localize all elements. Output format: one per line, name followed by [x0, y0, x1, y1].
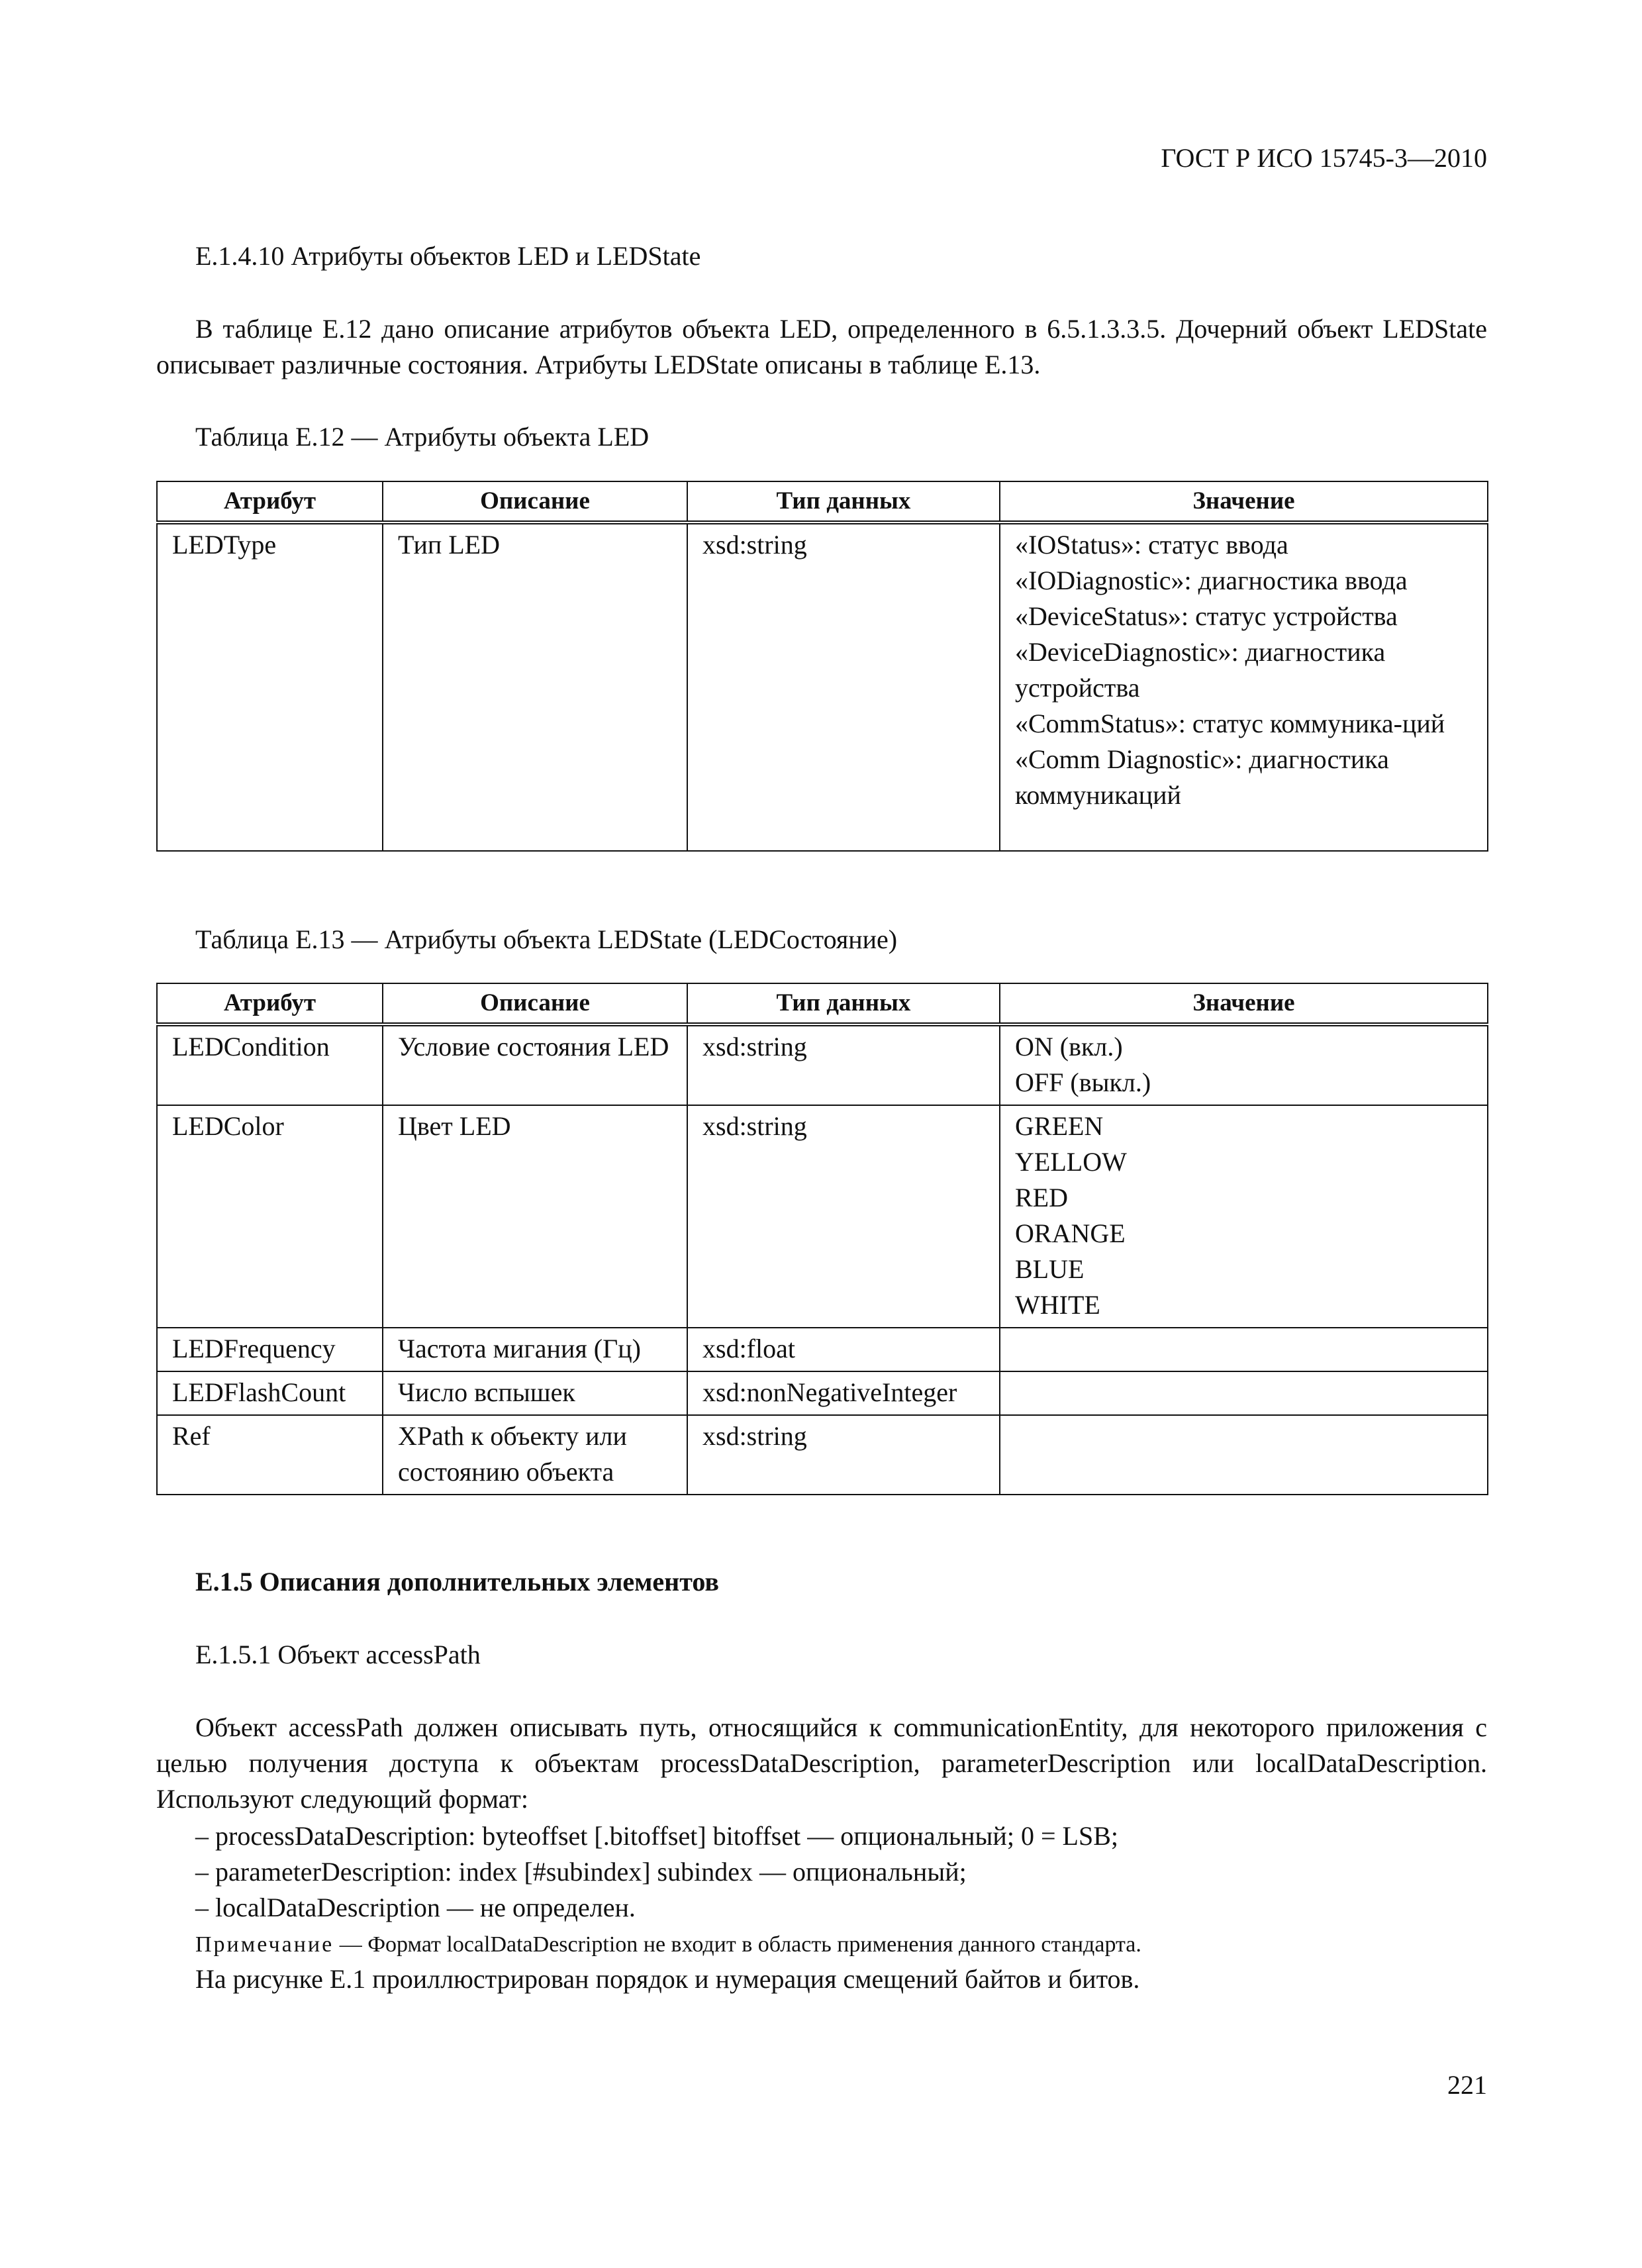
cell-attribute: LEDColor	[157, 1105, 383, 1328]
format-item-local: – localDataDescription — не определен.	[195, 1893, 636, 1922]
format-item-process: – processDataDescription: byteoffset [.bitoffset] bitoffset — опциональный; 0 = LSB;	[195, 1821, 1118, 1851]
format-item-parameter: – parameterDescription: index [#subindex] subindex — опциональный;	[195, 1857, 967, 1887]
page-number: 221	[1447, 2070, 1487, 2100]
column-header-value: Значение	[1000, 481, 1488, 522]
table-e13	[156, 983, 1488, 1495]
table-row	[157, 1024, 1488, 1105]
value-line: RED	[1015, 1183, 1068, 1212]
note-text: — Формат localDataDescription не входит в область применения данного стандарта.	[334, 1932, 1141, 1957]
value-line: YELLOW	[1015, 1147, 1127, 1177]
column-header-type: Тип данных	[687, 481, 1000, 522]
column-header-attribute: Атрибут	[157, 983, 383, 1024]
table-header-row	[157, 983, 1488, 1024]
cell-type: xsd:string	[687, 1024, 1000, 1105]
section-title-e1410: Е.1.4.10 Атрибуты объектов LED и LEDState	[195, 241, 701, 271]
cell-description: Условие состояния LED	[383, 1024, 687, 1105]
cell-attribute: LEDFlashCount	[157, 1371, 383, 1415]
note	[195, 1927, 1486, 1963]
closing-paragraph: На рисунке Е.1 проиллюстрирован порядок и нумерация смещений байтов и битов.	[195, 1964, 1140, 1994]
cell-values	[1000, 1105, 1488, 1328]
cell-description: Цвет LED	[383, 1105, 687, 1328]
cell-type: xsd:nonNegativeInteger	[687, 1371, 1000, 1415]
cell-type: xsd:float	[687, 1328, 1000, 1371]
section-title-e151: Е.1.5.1 Объект accessPath	[195, 1640, 481, 1669]
cell-description: Тип LED	[383, 522, 687, 851]
table-e12-caption: Таблица Е.12 — Атрибуты объекта LED	[195, 422, 650, 452]
value-line: «Comm Diagnostic»: диагностика коммуникаций	[1015, 744, 1389, 810]
value-line: WHITE	[1015, 1290, 1100, 1320]
cell-values	[1000, 1415, 1488, 1495]
value-line: ON (вкл.)	[1015, 1032, 1123, 1061]
cell-values	[1000, 522, 1488, 851]
intro-paragraph: В таблице Е.12 дано описание атрибутов объекта LED, определенного в 6.5.1.3.3.5. Дочерний объект LEDState описывает различные состояния. Атрибуты LEDState описаны в таблице Е.13.	[156, 314, 1487, 379]
table-e12	[156, 481, 1488, 852]
value-line: BLUE	[1015, 1254, 1085, 1284]
accesspath-paragraph: Объект accessPath должен описывать путь, относящийся к communicationEntity, для некоторого приложения с целью получения доступа к объектам processDataDescription, parameterDescription или localDataDescription. Используют следующий формат:	[156, 1712, 1487, 1814]
cell-attribute: Ref	[157, 1415, 383, 1495]
value-line: ORANGE	[1015, 1218, 1126, 1248]
cell-type: xsd:string	[687, 1105, 1000, 1328]
cell-attribute: LEDCondition	[157, 1024, 383, 1105]
value-line: «IODiagnostic»: диагностика ввода	[1015, 566, 1408, 595]
cell-type: xsd:string	[687, 1415, 1000, 1495]
value-line: «CommStatus»: статус коммуника-ций	[1015, 709, 1445, 738]
note-label: Примечание	[195, 1932, 334, 1957]
table-header-row	[157, 481, 1488, 522]
cell-description: Частота мигания (Гц)	[383, 1328, 687, 1371]
column-header-description: Описание	[383, 983, 687, 1024]
section-title-e15: Е.1.5 Описания дополнительных элементов	[195, 1567, 719, 1597]
table-row	[157, 1415, 1488, 1495]
document-id: ГОСТ Р ИСО 15745-3—2010	[1161, 143, 1487, 173]
cell-values	[1000, 1328, 1488, 1371]
value-line: GREEN	[1015, 1111, 1104, 1141]
cell-description: Число вспышек	[383, 1371, 687, 1415]
cell-description: XPath к объекту или состоянию объекта	[383, 1415, 687, 1495]
table-row	[157, 1328, 1488, 1371]
table-row	[157, 1371, 1488, 1415]
cell-values	[1000, 1371, 1488, 1415]
value-line: «DeviceDiagnostic»: диагностика устройства	[1015, 637, 1386, 703]
column-header-attribute: Атрибут	[157, 481, 383, 522]
table-row	[157, 1105, 1488, 1328]
value-line: «IOStatus»: статус ввода	[1015, 530, 1288, 560]
cell-attribute: LEDType	[157, 522, 383, 851]
value-line: «DeviceStatus»: статус устройства	[1015, 601, 1398, 631]
table-row	[157, 522, 1488, 851]
cell-attribute: LEDFrequency	[157, 1328, 383, 1371]
table-e13-caption: Таблица Е.13 — Атрибуты объекта LEDState (LEDСостояние)	[195, 924, 898, 954]
column-header-type: Тип данных	[687, 983, 1000, 1024]
column-header-description: Описание	[383, 481, 687, 522]
cell-values	[1000, 1024, 1488, 1105]
cell-type: xsd:string	[687, 522, 1000, 851]
column-header-value: Значение	[1000, 983, 1488, 1024]
value-line: OFF (выкл.)	[1015, 1067, 1151, 1097]
